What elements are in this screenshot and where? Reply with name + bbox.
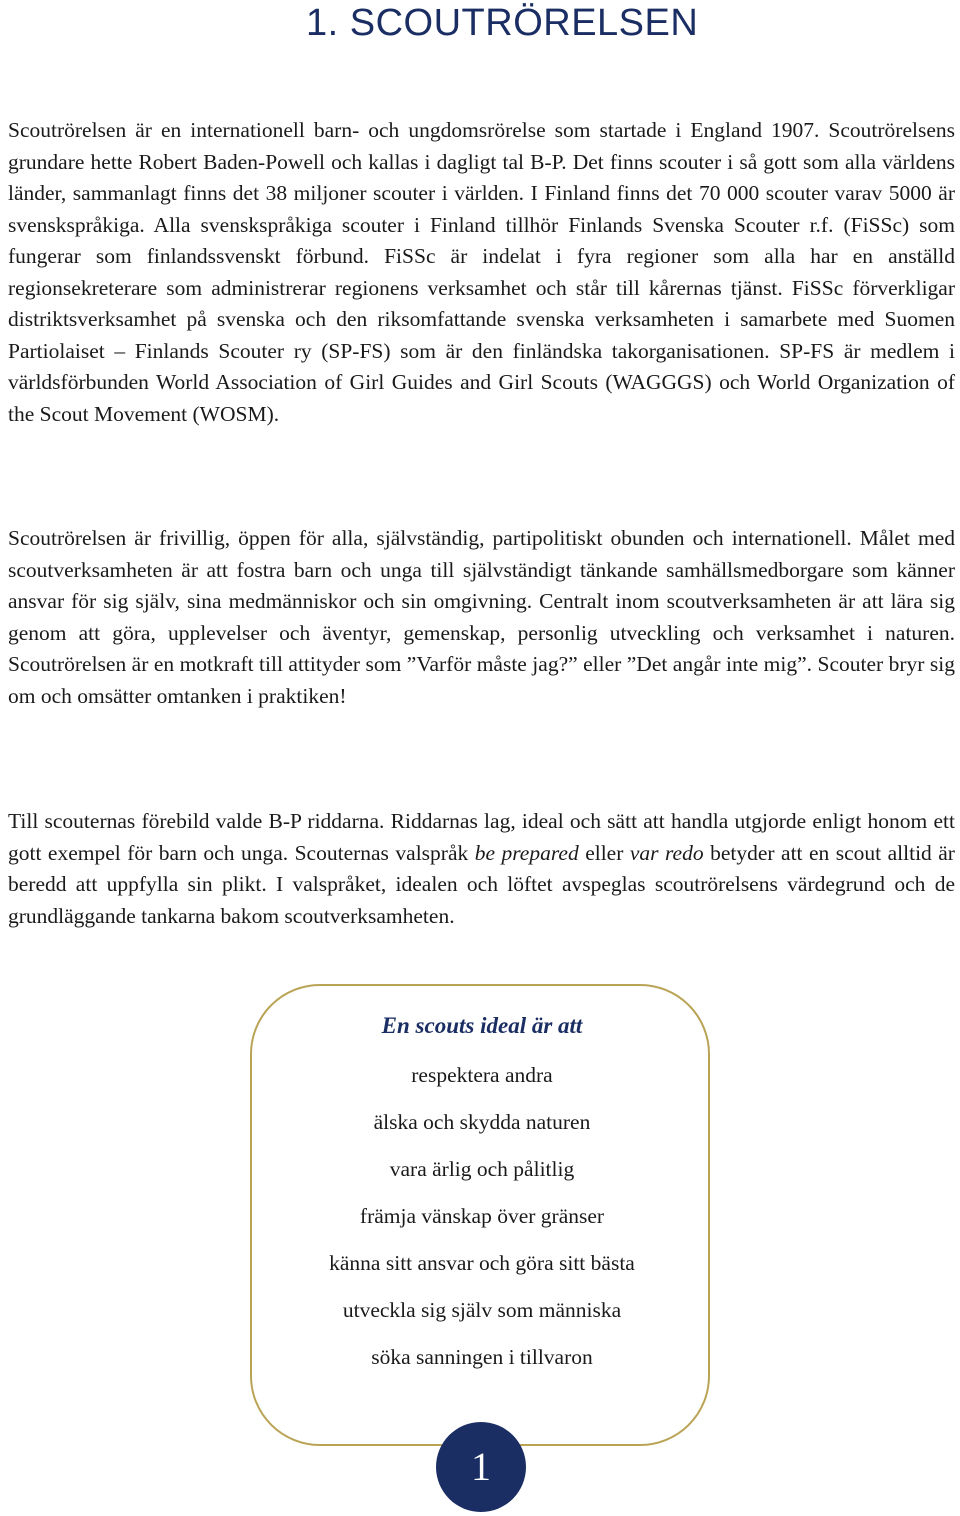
scout-ideal-item: känna sitt ansvar och göra sitt bästa (329, 1251, 635, 1275)
motto-swedish: var redo (629, 840, 704, 865)
scout-ideal-item: utveckla sig själv som människa (342, 1298, 622, 1322)
paragraph-purpose-text: Scoutrörelsen är frivillig, öppen för alla, självständig, partipolitiskt obunden och internationell. Målet med scoutverksamheten är att fostra barn och unga till självständigt tänkande samhällsmedborgare som känner ansvar för sig själv, sina medmänniskor och sin omgivning. Centralt inom scoutverksamheten är att lära sig genom att göra, upplevelser och äventyr, gemenskap, personlig utveckling och verksamhet i naturen. Scoutrörelsen är en motkraft till attityder som ”Varför måste jag?” eller ”Det angår inte mig”. Scouter bryr sig om och omsätter omtanken i praktiken! (8, 526, 955, 708)
scout-ideal-item: söka sanningen i tillvaron (371, 1345, 593, 1369)
scout-ideal-item: vara ärlig och pålitlig (389, 1157, 575, 1181)
scout-ideal-heading: En scouts ideal är att (381, 1013, 583, 1038)
page-title: 1. SCOUTRÖRELSEN (306, 2, 699, 44)
paragraph-motto (8, 806, 955, 932)
scout-ideal-item: respektera andra (411, 1063, 553, 1087)
paragraph-intro-text: Scoutrörelsen är en internationell barn- och ungdomsrörelse som startade i England 1907. Scoutrörelsens grundare hette Robert Baden-Powell och kallas i dagligt tal B-P. Det finns scouter i så gott som alla världens länder, sammanlagt finns det 38 miljoner scouter i världen. I Finland finns det 70 000 scouter varav 5000 är svenskspråkiga. Alla svenskspråkiga scouter i Finland tillhör Finlands Svenska Scouter r.f. (FiSSc) som fungerar som finlandssvenskt förbund. FiSSc är indelat i fyra regioner som alla har en anställd regionsekreterare som administrerar regionens verksamhet och står till kårernas tjänst. FiSSc förverkligar distriktsverksamhet på svenska och den riksomfattande svenska verksamheten i samarbete med Suomen Partiolaiset – Finlands Scouter ry (SP-FS) som är den finländska takorganisationen. SP-FS är medlem i världsförbunden World Association of Girl Guides and Girl Scouts (WAGGGS) och World Organization of the Scout Movement (WOSM). (8, 118, 955, 426)
scout-ideal-item: främja vänskap över gränser (359, 1204, 605, 1228)
paragraph-intro (8, 115, 955, 430)
page-number-badge: 1 (436, 1422, 526, 1512)
motto-english: be prepared (474, 840, 579, 865)
motto-text-middle: eller (578, 840, 630, 865)
motto-text-before: Till scouternas förebild valde B-P riddarna. Riddarnas lag, ideal och sätt att handla utgjorde enligt honom ett gott exempel för barn och unga. Scouternas valspråk (8, 809, 955, 865)
scout-ideal-item: älska och skydda naturen (373, 1110, 591, 1134)
scout-ideal-list (250, 1006, 714, 1381)
paragraph-purpose (8, 523, 955, 712)
motto-text-after: betyder att en scout alltid är beredd att uppfylla sin plikt. I valspråket, idealen och löftet avspeglas scoutrörelsens värdegrund och de grundläggande tankarna bakom scoutverksamheten. (8, 840, 955, 928)
paragraph-motto-text (8, 806, 955, 932)
